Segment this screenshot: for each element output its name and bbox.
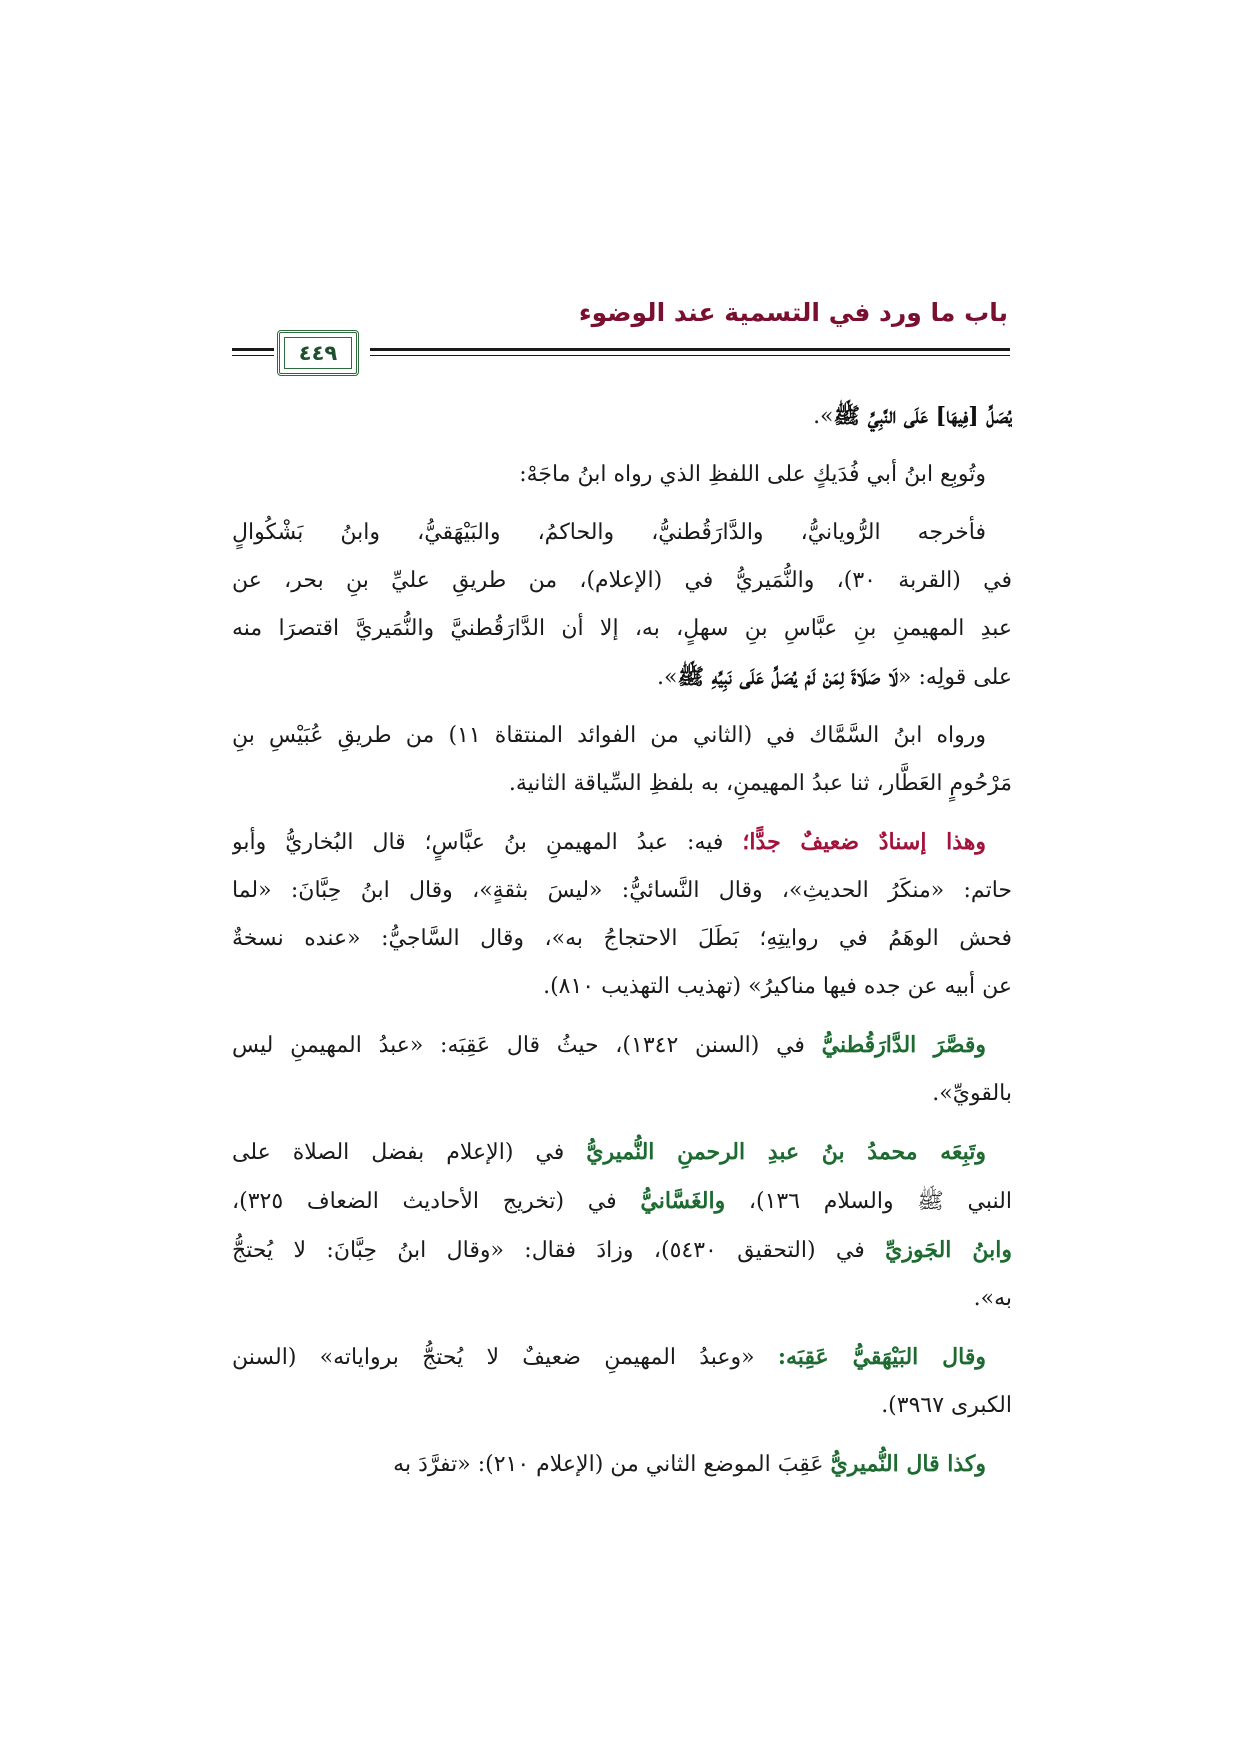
highlighted-text: وقال البَيْهَقيُّ عَقِبَه: [777, 1344, 986, 1370]
text-line [232, 963, 1012, 1011]
text-line [232, 1226, 1012, 1275]
text-line [232, 451, 1012, 499]
text-line [232, 1177, 1012, 1226]
text-run: عَقِبَ الموضع الثاني من (الإعلام ٢١٠): «تفرَّدَ به [393, 1452, 831, 1477]
highlighted-text: وكذا قال النُّميريُّ [830, 1451, 986, 1477]
paragraph [232, 1021, 1012, 1118]
text-run: في (السنن ١٣٤٢)، حيثُ قال عَقِبَه: «عبدُ المهيمنِ ليس [232, 1033, 822, 1058]
paragraph [232, 1128, 1012, 1323]
text-line [232, 1382, 1012, 1430]
text-run: «وعبدُ المهيمنِ ضعيفٌ لا يُحتجُّ برواياته» (السنن [232, 1345, 778, 1370]
text-line [232, 653, 1012, 702]
text-run: النبي ﷺ والسلام ١٣٦)، [725, 1189, 1012, 1214]
text-run: عن أبيه عن جده فيها مناكيرُ» (تهذيب التهذيب ٨١٠). [543, 974, 1012, 999]
header-rule-right-thin [370, 355, 1010, 356]
text-line [232, 509, 1012, 557]
text-run: ». [657, 665, 678, 690]
highlighted-text: والغَسَّانيُّ [640, 1188, 726, 1214]
text-run: حاتم: «منكَرُ الحديثِ»، وقال النَّسائيُّ: «ليسَ بثقةٍ»، وقال ابنُ حِبَّانَ: «لما [232, 878, 1012, 903]
running-header-title: باب ما ورد في التسمية عند الوضوء [578, 298, 1008, 327]
paragraph [232, 712, 1012, 808]
paragraph [232, 509, 1012, 702]
paragraph [232, 451, 1012, 499]
text-run: الكبرى ٣٩٦٧). [881, 1393, 1012, 1418]
text-run: وتُوبِع ابنُ أبي فُدَيكٍ على اللفظِ الذي رواه ابنُ ماجَهْ: [519, 462, 986, 487]
text-line [232, 1440, 1012, 1489]
text-run: بالقويِّ». [932, 1081, 1012, 1106]
paragraph [232, 818, 1012, 1011]
text-run: فحش الوهَمُ في روايتِهِ؛ بَطَلَ الاحتجاجُ به»، وقال السَّاجيُّ: «عنده نسخةٌ [232, 926, 1012, 951]
paragraph [232, 1333, 1012, 1430]
highlighted-text: وابنُ الجَوزيِّ [885, 1237, 1012, 1263]
highlighted-text: وهذا إسنادٌ ضعيفٌ جدًّا؛ [742, 829, 987, 855]
text-line [232, 712, 1012, 760]
paragraph [232, 1440, 1012, 1489]
text-run: ورواه ابنُ السَّمَّاك في (الثاني من الفوائد المنتقاة ١١) من طريقِ عُبَيْسِ بنِ [232, 723, 986, 748]
text-line [232, 1021, 1012, 1070]
text-run: فيه: عبدُ المهيمنِ بنُ عبَّاسٍ؛ قال البُخاريُّ وأبو [232, 830, 743, 855]
text-run: مَرْحُومٍ العَطَّار، ثنا عبدُ المهيمنِ، به بلفظِ السِّياقة الثانية. [508, 771, 1012, 796]
text-line [232, 1275, 1012, 1323]
text-line [232, 1333, 1012, 1382]
text-line [232, 605, 1012, 653]
text-line [232, 557, 1012, 605]
text-run: في (الإعلام بفضل الصلاة على [232, 1140, 587, 1165]
paragraph [232, 392, 1012, 441]
text-run: فأخرجه الرُّويانيُّ، والدَّارَقُطنيُّ، والحاكمُ، والبَيْهَقيُّ، وابنُ بَشْكُوالٍ [232, 520, 986, 545]
text-line [232, 1070, 1012, 1118]
page-body [232, 392, 1012, 1499]
highlighted-text: يُصَلِّ [فِيهَا] عَلَى النَّبِيِّ ﷺ [833, 403, 1012, 429]
text-line [232, 392, 1012, 441]
text-line [232, 867, 1012, 915]
text-line [232, 818, 1012, 867]
header-rule-left-thin [232, 355, 274, 356]
highlighted-text: وقصَّرَ الدَّارَقُطنيُّ [821, 1032, 987, 1058]
text-run: عبدِ المهيمنِ بنِ عبَّاسِ بنِ سهلٍ، به، إلا أن الدَّارَقُطنيَّ والنُّمَيريَّ اقتصرَا منه [232, 616, 1012, 641]
text-line [232, 915, 1012, 963]
text-run: في (التحقيق ٥٤٣٠)، وزادَ فقال: «وقال ابنُ حِبَّانَ: لا يُحتجُّ [232, 1238, 886, 1263]
highlighted-text: لَا صَلَاةَ لِمَنْ لَمْ يُصَلِّ عَلَى نَبِيِّهِ ﷺ [677, 664, 898, 690]
text-run: ». [813, 404, 834, 429]
text-run: به». [973, 1286, 1012, 1311]
page-number: ٤٤٩ [284, 337, 352, 369]
highlighted-text: وتَبِعَه محمدُ بنُ عبدِ الرحمنِ النُّميريُّ [586, 1139, 986, 1165]
text-run: في (القربة ٣٠)، والنُّمَيريُّ في (الإعلام)، من طريقِ عليِّ بنِ بحر، عن [232, 568, 1012, 593]
text-run: في (تخريج الأحاديث الضعاف ٣٢٥)، [232, 1189, 641, 1214]
header-rule-right [370, 348, 1010, 351]
header-rule-left [232, 348, 274, 351]
text-line [232, 760, 1012, 808]
text-line [232, 1128, 1012, 1177]
text-run: على قولِه: « [898, 665, 1012, 690]
page-number-badge [277, 330, 359, 376]
